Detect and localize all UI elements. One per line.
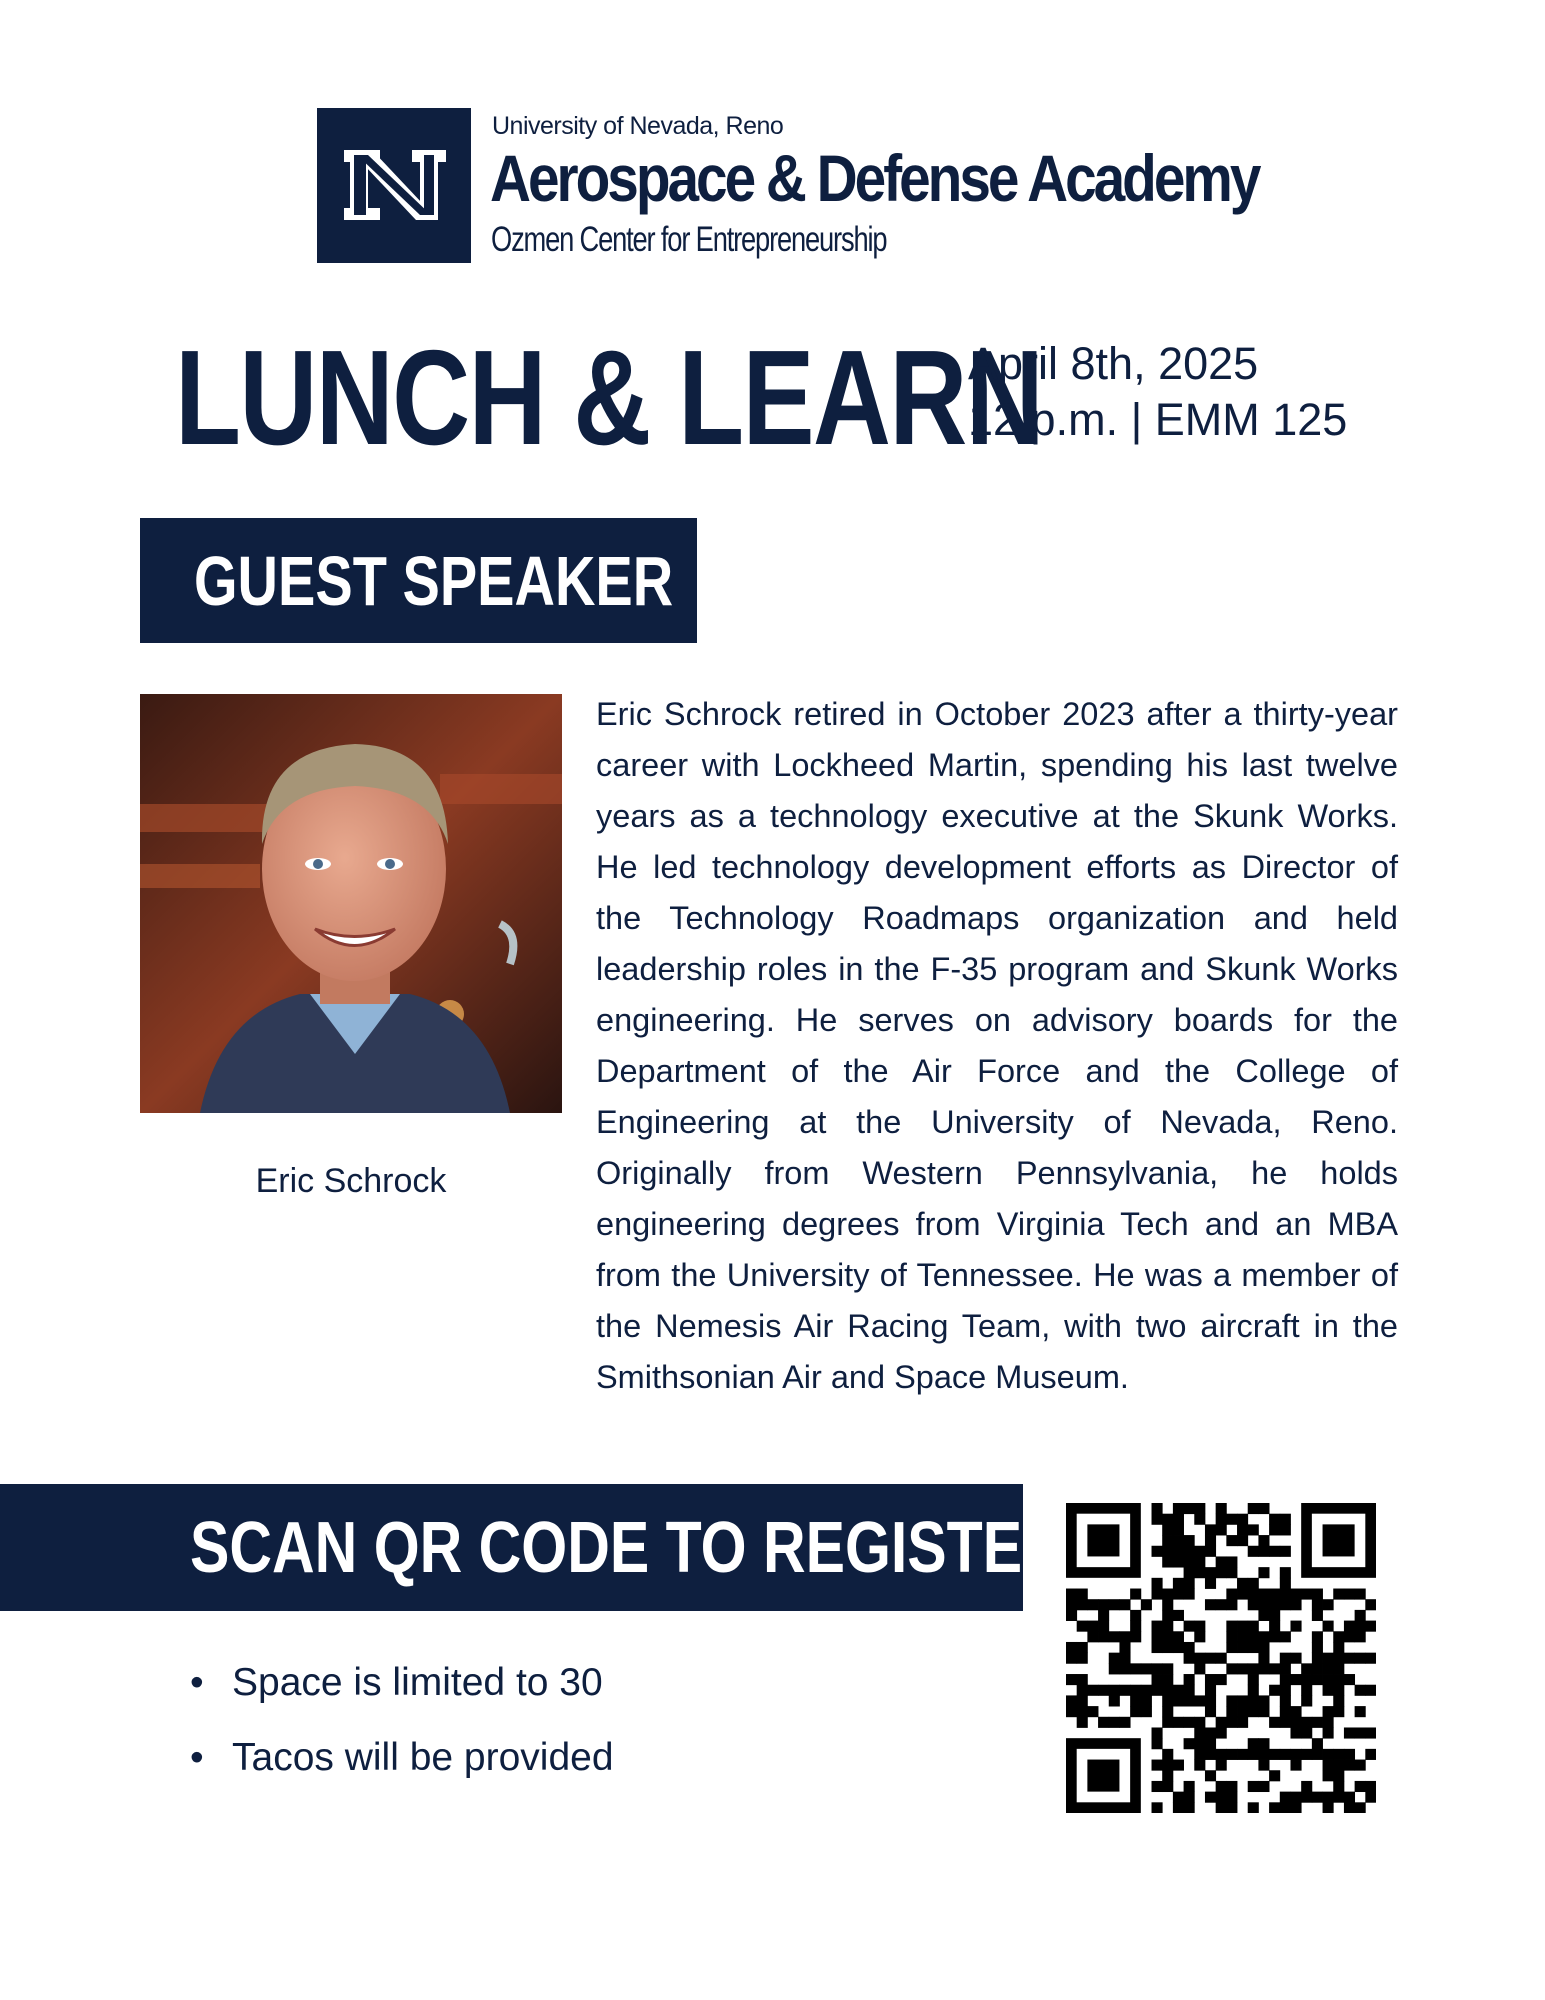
center-name: Ozmen Center for Entrepreneurship: [491, 220, 887, 259]
list-item: • Space is limited to 30: [190, 1658, 614, 1733]
academy-name: Aerospace & Defense Academy: [490, 141, 1259, 215]
event-time-location: 12 p.m. | EMM 125: [968, 394, 1348, 445]
speaker-photo: [140, 694, 562, 1113]
guest-speaker-banner: [140, 518, 697, 643]
register-heading: SCAN QR CODE TO REGISTER: [190, 1508, 1065, 1588]
qr-code-icon[interactable]: [1066, 1503, 1376, 1813]
event-date: April 8th, 2025: [968, 338, 1259, 389]
speaker-portrait-image: [140, 694, 562, 1113]
university-logo: [317, 108, 471, 263]
event-title: LUNCH & LEARN: [175, 322, 1043, 473]
list-item: • Tacos will be provided: [190, 1733, 614, 1808]
university-name: University of Nevada, Reno: [492, 112, 784, 140]
event-notes-list: [190, 1658, 614, 1808]
speaker-bio: Eric Schrock retired in October 2023 after a thirty-year career with Lockheed Martin, spending his last twelve years as a technology executive at the Skunk Works. He led technology development efforts as Director of the Technology Roadmaps organization and held leadership roles in the F-35 program and Skunk Works engineering. He serves on advisory boards for the Department of the Air Force and the College of Engineering at the University of Nevada, Reno. Originally from Western Pennsylvania, he holds engineering degrees from Virginia Tech and an MBA from the University of Tennessee. He was a member of the Nemesis Air Racing Team, with two aircraft in the Smithsonian Air and Space Museum.: [596, 696, 1398, 1395]
registration-qr-code[interactable]: [1066, 1503, 1376, 1813]
register-banner: [0, 1484, 1065, 1611]
speaker-name-caption: Eric Schrock: [255, 1162, 447, 1200]
guest-speaker-heading: GUEST SPEAKER: [194, 542, 674, 620]
block-n-logo-icon: [317, 108, 471, 263]
